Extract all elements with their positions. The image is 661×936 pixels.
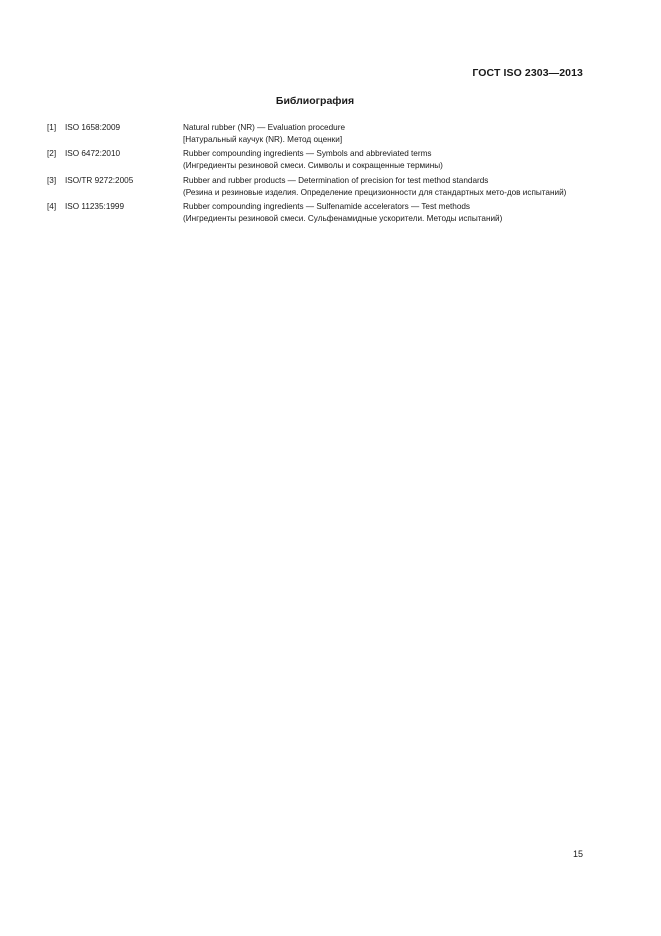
bibliography-entry [47,122,587,145]
entry-text [183,175,583,198]
entry-number: [2] [47,149,57,159]
entry-text [183,148,583,171]
russian-title: (Ингредиенты резиновой смеси. Сульфенамидные ускорители. Методы испытаний) [183,213,503,223]
bibliography-entry [47,201,587,224]
bibliography-entry [47,175,587,198]
standard-code: ISO 1658:2009 [65,123,121,132]
standard-code: ISO/TR 9272:2005 [65,175,134,185]
english-title: Rubber compounding ingredients — Symbols and abbreviated terms [183,149,432,159]
entry-number: [4] [47,202,57,212]
russian-title: [Натуральный каучук (NR). Метод оценки] [183,134,343,144]
entry-number: [3] [47,175,57,185]
document-header: ГОСТ ISO 2303—2013 [472,67,583,79]
page-number: 15 [572,849,583,859]
russian-title: (Резина и резиновые изделия. Определение прецизионности для стандартных мето-дов испытаний) [183,187,567,197]
entry-text [183,122,583,145]
english-title: Rubber and rubber products — Determination of precision for test method standards [183,175,489,185]
standard-code: ISO 11235:1999 [65,202,125,212]
russian-title: (Ингредиенты резиновой смеси. Символы и сокращенные термины) [183,161,443,171]
bibliography-entry [47,148,587,171]
bibliography-list [47,122,587,228]
english-title: Natural rubber (NR) — Evaluation procedure [183,123,346,132]
english-title: Rubber compounding ingredients — Sulfenamide accelerators — Test methods [183,202,471,212]
section-title: Библиография [275,95,355,107]
entry-number: [1] [47,123,57,132]
entry-text [183,201,583,224]
standard-code: ISO 6472:2010 [65,149,121,159]
